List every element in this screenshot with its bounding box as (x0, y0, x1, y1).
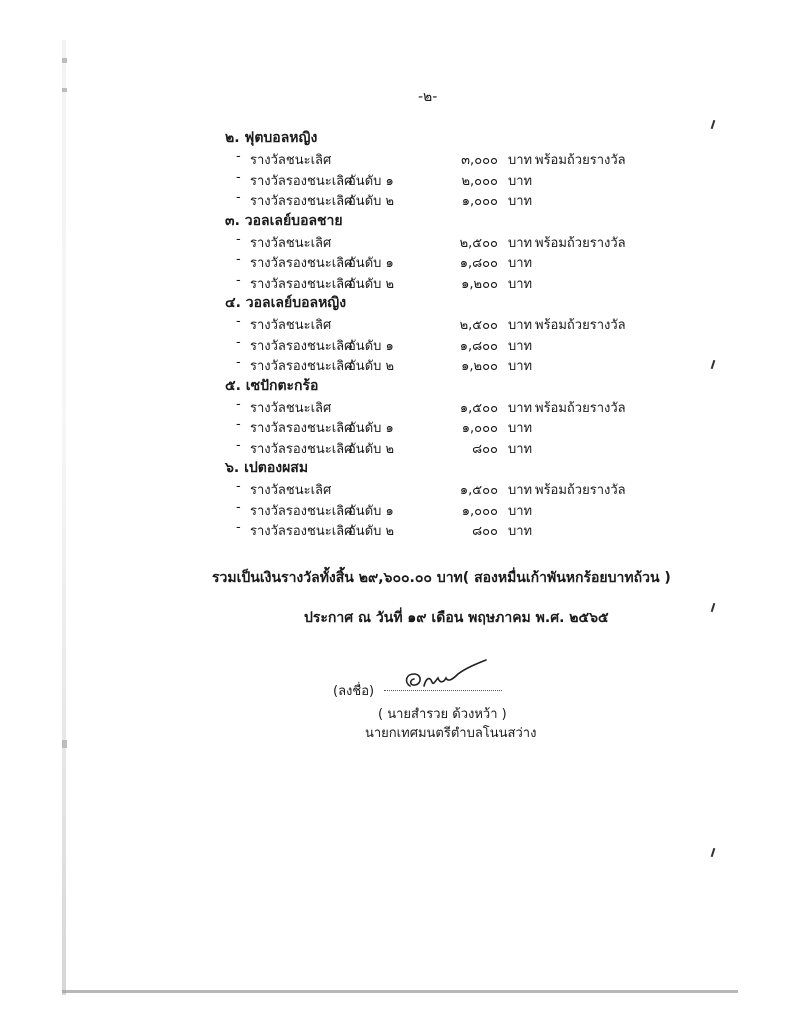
scan-mark (62, 88, 67, 92)
margin-tick (711, 848, 716, 857)
prize-name: รางวัลชนะเลิศ (250, 400, 332, 416)
row-dash: - (236, 499, 241, 515)
prize-amount: ๒,๕๐๐ (459, 318, 498, 333)
row-dash: - (236, 417, 241, 432)
announcement-date: ประกาศ ณ วันที่ ๑๙ เดือน พฤษภาคม พ.ศ. ๒๕๖๕ (304, 610, 609, 626)
prize-rank: อันดับ ๒ (348, 276, 395, 292)
prize-amount: ๑,๒๐๐ (461, 276, 498, 292)
row-dash: - (236, 169, 241, 185)
trophy-note: พร้อมถ้วยรางวัล (535, 400, 626, 416)
currency-unit: บาท (508, 400, 533, 416)
prize-name: รางวัลรองชนะเลิศ (250, 173, 353, 189)
prize-rank: อันดับ ๑ (348, 338, 394, 354)
prize-rank: อันดับ ๒ (348, 194, 395, 209)
row-dash: - (236, 231, 241, 247)
signature-label: (ลงชื่อ) (333, 684, 375, 699)
currency-unit: บาท (508, 503, 533, 519)
prize-amount: ๑,๕๐๐ (459, 483, 498, 498)
currency-unit: บาท (508, 194, 533, 209)
prize-rank: อันดับ ๒ (348, 441, 395, 457)
prize-name: รางวัลรองชนะเลิศ (250, 338, 353, 354)
margin-tick (711, 360, 716, 369)
section-title: ๖. เปตองผสม (225, 460, 309, 476)
scan-bottom-edge (62, 990, 738, 993)
row-dash: - (236, 190, 241, 205)
prize-name: รางวัลรองชนะเลิศ (250, 503, 353, 519)
prize-name: รางวัลรองชนะเลิศ (250, 524, 353, 539)
currency-unit: บาท (508, 153, 533, 168)
prize-name: รางวัลชนะเลิศ (250, 235, 332, 251)
margin-tick (711, 120, 716, 129)
prize-amount: ๘๐๐ (472, 441, 498, 457)
prize-name: รางวัลรองชนะเลิศ (250, 441, 353, 457)
row-dash: - (236, 396, 241, 412)
prize-amount: ๑,๐๐๐ (461, 503, 498, 519)
currency-unit: บาท (508, 235, 533, 251)
prize-amount: ๑,๐๐๐ (461, 194, 498, 209)
currency-unit: บาท (508, 359, 533, 374)
row-dash: - (236, 272, 241, 288)
prize-amount: ๑,๘๐๐ (459, 338, 498, 354)
prize-rank: อันดับ ๑ (348, 503, 394, 519)
currency-unit: บาท (508, 173, 533, 189)
signer-name: ( นายสำรวย ด้วงหว้า ) (378, 707, 507, 722)
prize-amount: ๑,๘๐๐ (459, 256, 498, 271)
trophy-note: พร้อมถ้วยรางวัล (535, 153, 626, 168)
currency-unit: บาท (508, 421, 533, 436)
currency-unit: บาท (508, 524, 533, 539)
prize-amount: ๘๐๐ (472, 524, 498, 539)
section-title: ๓. วอลเลย์บอลชาย (225, 212, 343, 229)
total-amount: รวมเป็นเงินรางวัลทั้งสิ้น ๒๙,๖๐๐.๐๐ บาท( สองหมื่นเก้าพันหกร้อยบาทถ้วน ) (212, 570, 671, 586)
section-title: ๔. วอลเลย์บอลหญิง (225, 295, 347, 311)
row-dash: - (236, 149, 241, 164)
prize-name: รางวัลรองชนะเลิศ (250, 276, 353, 292)
prize-name: รางวัลชนะเลิศ (250, 318, 332, 333)
prize-name: รางวัลชนะเลิศ (250, 483, 332, 498)
prize-amount: ๑,๐๐๐ (461, 421, 498, 436)
trophy-note: พร้อมถ้วยรางวัล (535, 318, 626, 333)
trophy-note: พร้อมถ้วยรางวัล (535, 483, 626, 498)
prize-name: รางวัลรองชนะเลิศ (250, 194, 353, 209)
scan-left-edge (62, 40, 66, 995)
prize-rank: อันดับ ๑ (348, 421, 394, 436)
row-dash: - (236, 334, 241, 350)
currency-unit: บาท (508, 318, 533, 333)
currency-unit: บาท (508, 441, 533, 457)
prize-rank: อันดับ ๑ (348, 256, 394, 271)
prize-amount: ๒,๐๐๐ (461, 173, 498, 189)
scan-mark (62, 740, 67, 748)
row-dash: - (236, 437, 241, 453)
currency-unit: บาท (508, 483, 533, 498)
row-dash: - (236, 479, 241, 494)
section-title: ๒. ฟุตบอลหญิง (225, 130, 318, 146)
row-dash: - (236, 355, 241, 370)
signer-position: นายกเทศมนตรีตำบลโนนสว่าง (365, 726, 537, 741)
prize-rank: อันดับ ๒ (348, 359, 395, 374)
prize-name: รางวัลรองชนะเลิศ (250, 421, 353, 436)
row-dash: - (236, 252, 241, 267)
row-dash: - (236, 520, 241, 535)
prize-name: รางวัลชนะเลิศ (250, 153, 332, 168)
prize-name: รางวัลรองชนะเลิศ (250, 359, 353, 374)
trophy-note: พร้อมถ้วยรางวัล (535, 235, 626, 251)
prize-amount: ๓,๐๐๐ (461, 153, 498, 168)
prize-rank: อันดับ ๒ (348, 524, 395, 539)
prize-name: รางวัลรองชนะเลิศ (250, 256, 353, 271)
page-number: -๒- (418, 89, 438, 105)
handwritten-signature (400, 656, 490, 692)
prize-amount: ๑,๕๐๐ (459, 400, 498, 416)
prize-amount: ๑,๒๐๐ (461, 359, 498, 374)
margin-tick (711, 603, 716, 612)
row-dash: - (236, 314, 241, 329)
prize-rank: อันดับ ๑ (348, 173, 394, 189)
currency-unit: บาท (508, 276, 533, 292)
section-title: ๕. เซปักตะกร้อ (225, 377, 319, 394)
currency-unit: บาท (508, 338, 533, 354)
prize-amount: ๒,๕๐๐ (459, 235, 498, 251)
scan-mark (62, 58, 67, 63)
currency-unit: บาท (508, 256, 533, 271)
